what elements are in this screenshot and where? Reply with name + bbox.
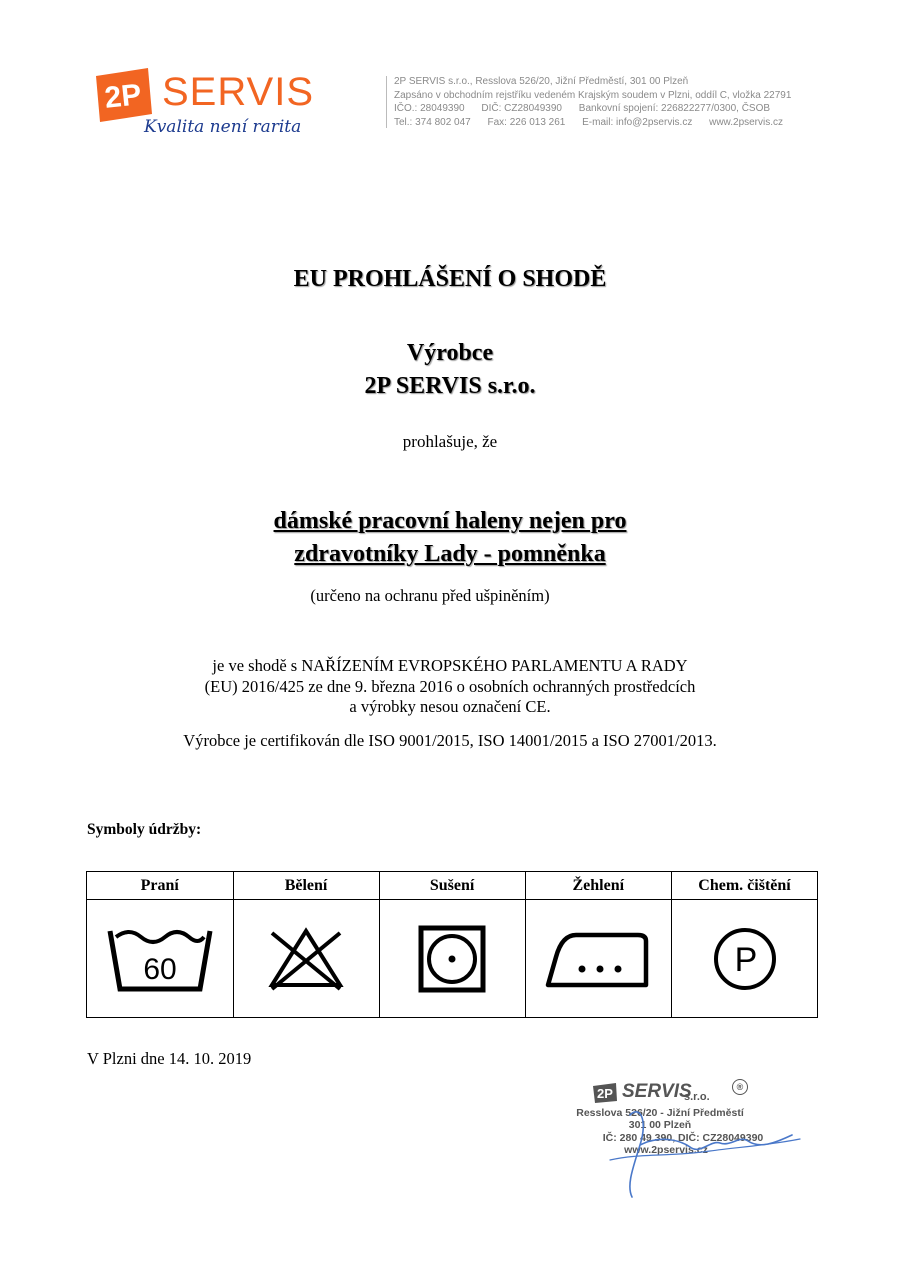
company-ids: [394, 102, 797, 116]
company-tel: Tel.: 374 802 047: [394, 116, 471, 128]
maker-company: 2P SERVIS s.r.o.: [364, 373, 536, 399]
certification-text: Výrobce je certifikován dle ISO 9001/2015, ISO 14001/2015 a ISO 27001/2013.: [183, 731, 717, 750]
care-header-washing: Praní: [87, 872, 234, 900]
document-title: EU PROHLÁŠENÍ O SHODĚ: [293, 266, 607, 292]
product-name-line2: zdravotníky Lady - pomněnka: [294, 541, 606, 567]
wash-60-icon: [104, 923, 216, 995]
stamp-registered-mark: ®: [732, 1079, 748, 1095]
care-symbols-table: [86, 871, 818, 1018]
logo-mark-text: 2P: [103, 78, 144, 115]
logo-name: SERVIS: [162, 70, 314, 114]
stamp-ids: IČ: 280 49 390, DIČ: CZ28049390: [602, 1132, 764, 1144]
care-cell-bleaching: [233, 900, 379, 1018]
care-cell-dry-cleaning: [672, 900, 818, 1018]
care-header-dry-cleaning: Chem. čištění: [672, 872, 818, 900]
company-email: E-mail: info@2pservis.cz: [582, 116, 693, 128]
iron-3-dots-icon: [542, 927, 654, 991]
company-info: [394, 75, 797, 129]
care-cell-washing: [87, 900, 234, 1018]
care-cell-drying: [379, 900, 525, 1018]
company-bank: Bankovní spojení: 226822277/0300, ČSOB: [578, 103, 771, 114]
regulation-line3: a výrobky nesou označení CE.: [349, 697, 551, 716]
company-contacts: [394, 116, 797, 130]
company-ico: IČO.: 28049390: [394, 103, 465, 114]
regulation-line2: (EU) 2016/425 ze dne 9. března 2016 o osobních ochranných prostředcích: [204, 676, 696, 696]
stamp-company-form: s.r.o.: [684, 1091, 710, 1103]
stamp-logo-text: 2P: [597, 1086, 613, 1101]
stamp-city: 301 00 Plzeň: [628, 1119, 692, 1131]
place-and-date: V Plzni dne 14. 10. 2019: [87, 1049, 252, 1068]
wash-temperature: 60: [143, 952, 177, 986]
company-dic: DIČ: CZ28049390: [481, 103, 562, 114]
company-address: 2P SERVIS s.r.o., Resslova 526/20, Jižní Předměstí, 301 00 Plzeň: [394, 76, 689, 87]
declares-text: prohlašuje, že: [402, 432, 498, 451]
logo-mark-icon: [92, 66, 154, 124]
maker-label: Výrobce: [406, 340, 494, 366]
product-name: [0, 505, 900, 571]
stamp-company-name: SERVIS: [622, 1081, 692, 1102]
signature: [570, 1085, 810, 1205]
no-bleach-icon: [266, 927, 346, 991]
company-logo: [92, 62, 362, 142]
care-header-row: [87, 872, 818, 900]
regulation-line1: je ve shodě s NAŘÍZENÍM EVROPSKÉHO PARLAMENTU A RADY: [212, 656, 688, 675]
company-web: www.2pservis.cz: [709, 116, 784, 128]
stamp-web: www.2pservis.cz: [624, 1144, 708, 1156]
care-header-ironing: Žehlení: [525, 872, 672, 900]
care-icon-row: [87, 900, 818, 1018]
logo-motto: Kvalita není rarita: [144, 117, 302, 137]
dry-clean-letter: P: [734, 940, 757, 979]
product-purpose: (určeno na ochranu před ušpiněním): [310, 586, 550, 605]
regulation-text: [130, 656, 770, 718]
tumble-dry-icon: [416, 923, 488, 995]
care-header-bleaching: Bělení: [233, 872, 379, 900]
care-symbols-label: Symboly údržby:: [87, 821, 202, 838]
header-divider: [386, 76, 387, 128]
care-header-drying: Sušení: [379, 872, 525, 900]
dry-clean-p-icon: [709, 923, 781, 995]
company-registry: Zapsáno v obchodním rejstříku vedeném Krajským soudem v Plzni, oddíl C, vložka 22791: [394, 89, 792, 101]
product-name-line1: dámské pracovní haleny nejen pro: [273, 508, 627, 534]
company-fax: Fax: 226 013 261: [487, 116, 566, 128]
stamp-address: Resslova 526/20 - Jižní Předměstí: [576, 1107, 744, 1119]
care-cell-ironing: [525, 900, 672, 1018]
